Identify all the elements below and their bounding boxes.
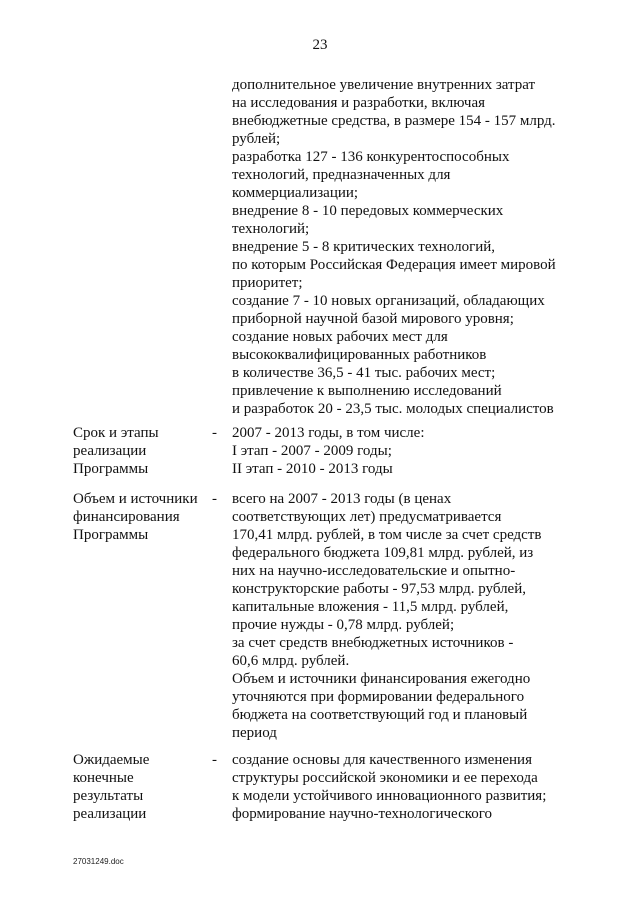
content-line: Объем и источники финансирования ежегодно — [232, 671, 531, 687]
content-line: II этап - 2010 - 2013 годы — [232, 461, 393, 477]
continuation-content — [232, 76, 572, 418]
content-line: привлечение к выполнению исследований — [232, 383, 502, 399]
content-line: высококвалифицированных работников — [232, 347, 487, 363]
content-line: конструкторские работы - 97,53 млрд. рублей, — [232, 581, 526, 597]
page-number: 23 — [312, 37, 328, 53]
content-line: дополнительное увеличение внутренних затрат — [232, 77, 536, 93]
content-line: 2007 - 2013 годы, в том числе: — [232, 425, 425, 441]
label-line: Программы — [73, 461, 149, 477]
label-line: конечные — [73, 770, 134, 786]
content-line: приборной научной базой мирового уровня; — [232, 311, 514, 327]
label-line: реализации — [73, 443, 147, 459]
content-line: по которым Российская Федерация имеет мировой — [232, 257, 556, 273]
label-line: реализации — [73, 806, 147, 822]
label-line: Объем и источники — [73, 491, 198, 507]
content-line: 60,6 млрд. рублей. — [232, 653, 350, 669]
section-label — [73, 490, 203, 544]
section-content — [232, 490, 572, 742]
content-line: и разработок 20 - 23,5 тыс. молодых специалистов — [232, 401, 554, 417]
content-line: за счет средств внебюджетных источников - — [232, 635, 514, 651]
label-line: Ожидаемые — [73, 752, 150, 768]
label-line: финансирования — [73, 509, 180, 525]
content-line: период — [232, 725, 277, 741]
content-line: I этап - 2007 - 2009 годы; — [232, 443, 392, 459]
content-line: рублей; — [232, 131, 281, 147]
content-line: прочие нужды - 0,78 млрд. рублей; — [232, 617, 455, 633]
content-line: бюджета на соответствующий год и плановый — [232, 707, 528, 723]
content-line: создание 7 - 10 новых организаций, обладающих — [232, 293, 545, 309]
content-line: создание основы для качественного изменения — [232, 752, 532, 768]
content-line: капитальные вложения - 11,5 млрд. рублей, — [232, 599, 509, 615]
content-line: 170,41 млрд. рублей, в том числе за счет средств — [232, 527, 542, 543]
content-line: всего на 2007 - 2013 годы (в ценах — [232, 491, 452, 507]
footer-filename: 27031249.doc — [73, 857, 124, 866]
section-content — [232, 424, 572, 478]
content-line: структуры российской экономики и ее перехода — [232, 770, 538, 786]
content-line: внебюджетные средства, в размере 154 - 157 млрд. — [232, 113, 556, 129]
content-line: внедрение 5 - 8 критических технологий, — [232, 239, 496, 255]
content-line: уточняются при формировании федерального — [232, 689, 525, 705]
label-line: Срок и этапы — [73, 425, 159, 441]
section-label — [73, 424, 203, 478]
content-line: коммерциализации; — [232, 185, 359, 201]
section-content — [232, 751, 572, 823]
section-label — [73, 751, 203, 823]
section-dash: - — [212, 752, 217, 768]
label-line: результаты — [73, 788, 144, 804]
section-dash: - — [212, 491, 217, 507]
content-line: внедрение 8 - 10 передовых коммерческих — [232, 203, 504, 219]
label-line: Программы — [73, 527, 149, 543]
content-line: разработка 127 - 136 конкурентоспособных — [232, 149, 510, 165]
content-line: формирование научно-технологического — [232, 806, 493, 822]
content-line: создание новых рабочих мест для — [232, 329, 448, 345]
content-line: к модели устойчивого инновационного развития; — [232, 788, 547, 804]
content-line: технологий, предназначенных для — [232, 167, 451, 183]
content-line: них на научно-исследовательские и опытно- — [232, 563, 516, 579]
content-line: приоритет; — [232, 275, 303, 291]
content-line: на исследования и разработки, включая — [232, 95, 486, 111]
content-line: в количестве 36,5 - 41 тыс. рабочих мест; — [232, 365, 496, 381]
content-line: федерального бюджета 109,81 млрд. рублей, из — [232, 545, 534, 561]
section-dash: - — [212, 425, 217, 441]
content-line: технологий; — [232, 221, 310, 237]
content-line: соответствующих лет) предусматривается — [232, 509, 502, 525]
